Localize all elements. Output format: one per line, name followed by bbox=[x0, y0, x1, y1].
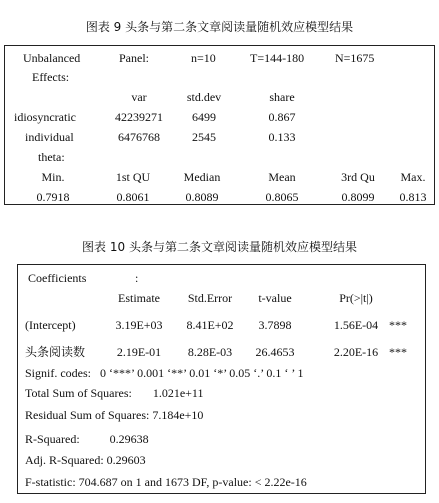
theta-label: theta: bbox=[38, 150, 65, 164]
theta-q3: 0.8099 bbox=[341, 190, 375, 204]
header-nobs: N=1675 bbox=[335, 51, 375, 65]
col-estimate: Estimate bbox=[118, 291, 160, 305]
intercept-signif: *** bbox=[389, 318, 407, 332]
row-intercept-label: (Intercept) bbox=[25, 318, 76, 332]
theta-median-header: Median bbox=[183, 170, 221, 184]
header-unbalanced: Unbalanced bbox=[23, 51, 81, 65]
theta-median: 0.8089 bbox=[185, 190, 219, 204]
table10-caption: 图表 10 头条与第二条文章阅读量随机效应模型结果 bbox=[82, 240, 357, 254]
adj-r-squared: Adj. R-Squared: 0.29603 bbox=[25, 453, 146, 467]
individual-share: 0.133 bbox=[268, 130, 296, 144]
col-stderror: Std.Error bbox=[187, 291, 233, 305]
theta-q1: 0.8061 bbox=[116, 190, 150, 204]
theta-mean: 0.8065 bbox=[265, 190, 299, 204]
idiosyncratic-var: 42239271 bbox=[115, 110, 163, 124]
coefficients-label: Coefficients bbox=[28, 271, 87, 285]
col-pvalue: Pr(>|t|) bbox=[339, 291, 373, 305]
headline-pvalue: 2.20E-16 bbox=[333, 345, 379, 359]
headline-signif: *** bbox=[389, 345, 407, 359]
f-statistic: F-statistic: 704.687 on 1 and 1673 DF, p-value: < 2.22e-16 bbox=[25, 475, 307, 489]
effects-label: Effects: bbox=[32, 70, 70, 84]
signif-codes: Signif. codes: 0 ‘***’ 0.001 ‘**’ 0.01 ‘*’ 0.05 ‘.’ 0.1 ‘ ’ 1 bbox=[25, 366, 304, 380]
row-idiosyncratic-label: idiosyncratic bbox=[14, 110, 76, 124]
coefficients-colon: : bbox=[135, 271, 139, 285]
theta-max-header: Max. bbox=[400, 170, 426, 184]
col-var: var bbox=[131, 90, 147, 104]
r-squared: R-Squared: 0.29638 bbox=[25, 432, 149, 446]
total-sum-squares: Total Sum of Squares: 1.021e+11 bbox=[25, 386, 204, 400]
theta-q3-header: 3rd Qu bbox=[341, 170, 375, 184]
idiosyncratic-stddev: 6499 bbox=[192, 110, 216, 124]
col-tvalue: t-value bbox=[258, 291, 292, 305]
individual-stddev: 2545 bbox=[192, 130, 216, 144]
headline-stderror: 8.28E-03 bbox=[187, 345, 233, 359]
theta-min-header: Min. bbox=[41, 170, 65, 184]
idiosyncratic-share: 0.867 bbox=[268, 110, 296, 124]
individual-var: 6476768 bbox=[118, 130, 160, 144]
table10-box bbox=[17, 264, 426, 494]
row-headline-label: 头条阅读数 bbox=[25, 345, 86, 359]
theta-min: 0.7918 bbox=[36, 190, 70, 204]
row-individual-label: individual bbox=[25, 130, 74, 144]
intercept-pvalue: 1.56E-04 bbox=[333, 318, 379, 332]
header-panel: Panel: bbox=[119, 51, 149, 65]
intercept-tvalue: 3.7898 bbox=[258, 318, 292, 332]
table9-box bbox=[4, 45, 435, 205]
theta-max: 0.813 bbox=[399, 190, 427, 204]
header-t: T=144-180 bbox=[250, 51, 305, 65]
headline-tvalue: 26.4653 bbox=[255, 345, 295, 359]
headline-estimate: 2.19E-01 bbox=[116, 345, 162, 359]
theta-q1-header: 1st QU bbox=[115, 170, 151, 184]
header-n: n=10 bbox=[191, 51, 216, 65]
col-share: share bbox=[269, 90, 295, 104]
residual-sum-squares: Residual Sum of Squares: 7.184e+10 bbox=[25, 408, 204, 422]
intercept-stderror: 8.41E+02 bbox=[186, 318, 234, 332]
col-stddev: std.dev bbox=[186, 90, 222, 104]
theta-mean-header: Mean bbox=[268, 170, 296, 184]
intercept-estimate: 3.19E+03 bbox=[115, 318, 163, 332]
table9-caption: 图表 9 头条与第二条文章阅读量随机效应模型结果 bbox=[85, 20, 354, 34]
